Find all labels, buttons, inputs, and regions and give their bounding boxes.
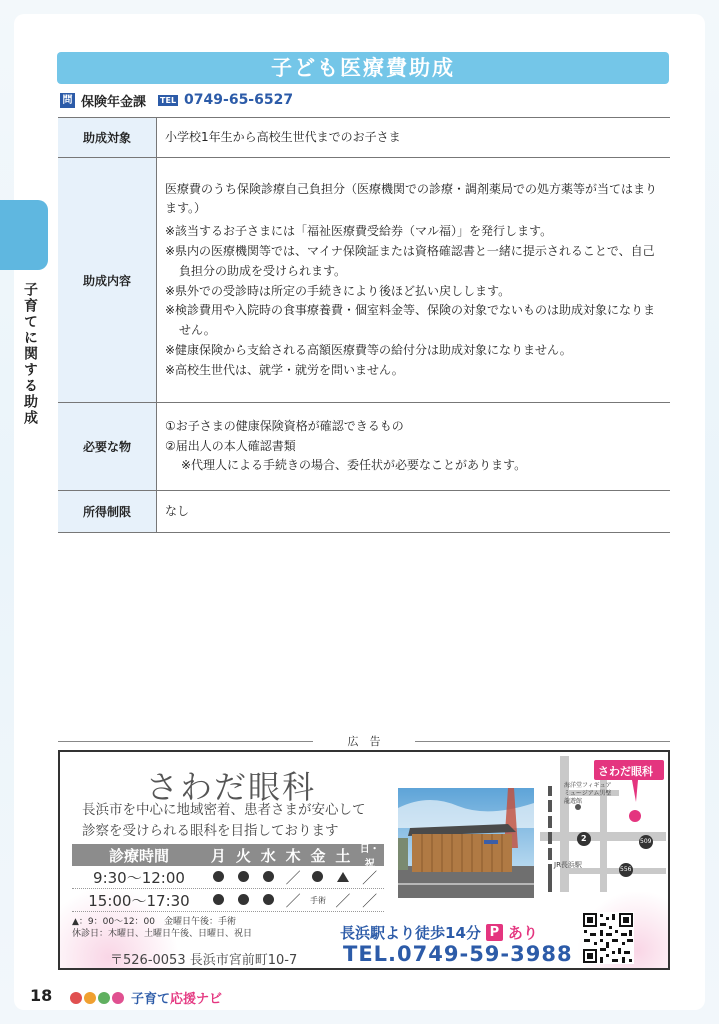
map-landmark (564, 782, 612, 806)
hours-header (72, 844, 384, 870)
tagline-line: 長浜市を中心に地域密着、患者さまが安心して (82, 802, 366, 818)
hours-row (72, 889, 384, 912)
mark (231, 891, 256, 909)
day-label: 金 (310, 846, 326, 865)
page-title: 子ども医療費助成 (271, 56, 455, 80)
row-body (157, 158, 671, 403)
mark (306, 868, 331, 886)
qr-code-icon (582, 912, 634, 964)
row-intro: 医療費のうち保険診療自己負担分（医療機関での診療・調剤薬局での処方薬等が当てはまります。） (165, 181, 658, 216)
row-item: ②届出人の本人確認書類 (165, 438, 296, 453)
qr-code[interactable] (582, 912, 634, 964)
mark (330, 868, 355, 886)
clinic-tel[interactable]: TEL.0749-59-3988 (343, 942, 573, 966)
logo-circle-icon (84, 992, 96, 1004)
footer-logo (70, 988, 222, 1007)
mark: ／ (362, 868, 378, 887)
clinic-building-image (398, 788, 534, 898)
footer-title (131, 988, 222, 1007)
row-body (157, 491, 671, 533)
map-clinic-label: さわだ眼科 (598, 765, 653, 778)
hours-note: ▲：9：00〜12：00 金曜日午後：手術 (72, 917, 237, 927)
row-head: 助成対象 (58, 118, 157, 158)
mark (256, 891, 281, 909)
contact-tel[interactable]: 0749-65-6527 (184, 92, 294, 108)
mark: ／ (285, 891, 301, 910)
footer-title-b: 応援ナビ (170, 992, 223, 1007)
parking-icon: P (486, 924, 503, 941)
note: ※検診費用や入院時の食事療養費・個室料金等、保険の対象でないものは助成対象になりません。 (165, 303, 656, 338)
walk-text: 長浜駅より徒歩14分 (340, 924, 481, 942)
note: ※該当するお子さまには「福祉医療費受給券（マル福）」を発行します。 (165, 224, 553, 239)
title-bar (57, 52, 669, 84)
footer-title-a: 子育て (131, 992, 171, 1007)
hours-row (72, 866, 384, 889)
contact-dept: 保険年金課 (81, 94, 147, 110)
day-label: 火 (235, 846, 251, 865)
note: ※高校生世代は、就学・就労を問いません。 (165, 362, 404, 377)
row-head: 所得制限 (58, 491, 157, 533)
ad-label-text: 広 告 (347, 735, 381, 748)
hours-notes (72, 916, 252, 940)
route-509-label: 509 (640, 838, 652, 845)
mark: ／ (362, 891, 378, 910)
table-row (58, 158, 670, 403)
side-tab (0, 200, 48, 270)
hours-header-time: 診療時間 (108, 846, 169, 865)
row-head: 必要な物 (58, 403, 157, 491)
inquiry-icon: 問 (60, 93, 75, 108)
landmark-line: 龍遊館 (564, 798, 583, 805)
tagline-line: 診察を受けられる眼科を目指しております (82, 823, 339, 839)
table-row (58, 403, 670, 491)
row-text: なし (165, 503, 190, 518)
table-row (58, 118, 670, 158)
clinic-name: さわだ眼科 (146, 768, 317, 806)
day-label: 水 (260, 846, 276, 865)
mark (256, 868, 281, 886)
hours-table (72, 844, 384, 912)
parking-text: あり (507, 924, 538, 942)
route-556-label: 556 (620, 866, 632, 873)
logo-circle-icon (98, 992, 110, 1004)
logo-circle-icon (70, 992, 82, 1004)
day-label: 土 (335, 846, 351, 865)
access-map (540, 756, 666, 892)
row-item: ①お子さまの健康保険資格が確認できるもの (165, 418, 404, 433)
note: ※県内の医療機関等では、マイナ保険証または資格確認書と一緒に提示されることで、自己負担分の助成を受けられます。 (165, 243, 655, 278)
landmark-line: 海洋堂フィギュア (564, 782, 612, 789)
row-head: 助成内容 (58, 158, 157, 403)
note: ※健康保険から支給される高額医療費等の給付分は助成対象になりません。 (165, 342, 572, 357)
map-station: JR長浜駅 (554, 861, 582, 869)
mark (206, 891, 231, 909)
hours-time: 15:00〜17:30 (88, 891, 190, 910)
day-label: 日・祝 (359, 844, 380, 870)
divider (415, 741, 670, 742)
ad-label (58, 733, 670, 749)
logo-circle-icon (112, 992, 124, 1004)
note: ※県外での受診時は所定の手続きにより後ほど払い戻しします。 (165, 283, 511, 298)
clinic-photo (398, 788, 534, 898)
phone-icon: TEL (160, 95, 177, 105)
mark: ／ (335, 891, 351, 910)
row-text: 小学校1年生から高校生世代までのお子さま (165, 129, 401, 144)
table-row (58, 491, 670, 533)
clinic-tagline (82, 800, 366, 842)
page-number: 18 (30, 986, 53, 1005)
access-info (340, 922, 538, 943)
side-label: 子育てに関する助成 (22, 282, 38, 426)
day-label: 月 (210, 846, 226, 865)
day-label: 木 (285, 846, 301, 865)
divider (58, 741, 313, 742)
row-body (157, 118, 671, 158)
mark: 手術 (309, 895, 326, 905)
info-table (58, 117, 670, 533)
mark: ／ (285, 868, 301, 887)
row-item: ※代理人による手続きの場合、委任状が必要なことがあります。 (181, 458, 527, 473)
mark (231, 868, 256, 886)
landmark-line: ミュージアム黒壁 (564, 790, 612, 797)
clinic-address: 〒526-0053 長浜市宮前町10-7 (110, 953, 298, 968)
mark (206, 868, 231, 886)
advertisement (58, 750, 670, 970)
hours-note: 休診日：木曜日、土曜日午後、日曜日、祝日 (72, 929, 253, 939)
route-2-label: 2 (581, 834, 587, 843)
contact-line (60, 91, 293, 109)
hours-time: 9:30〜12:00 (93, 868, 185, 887)
row-body (157, 403, 671, 491)
